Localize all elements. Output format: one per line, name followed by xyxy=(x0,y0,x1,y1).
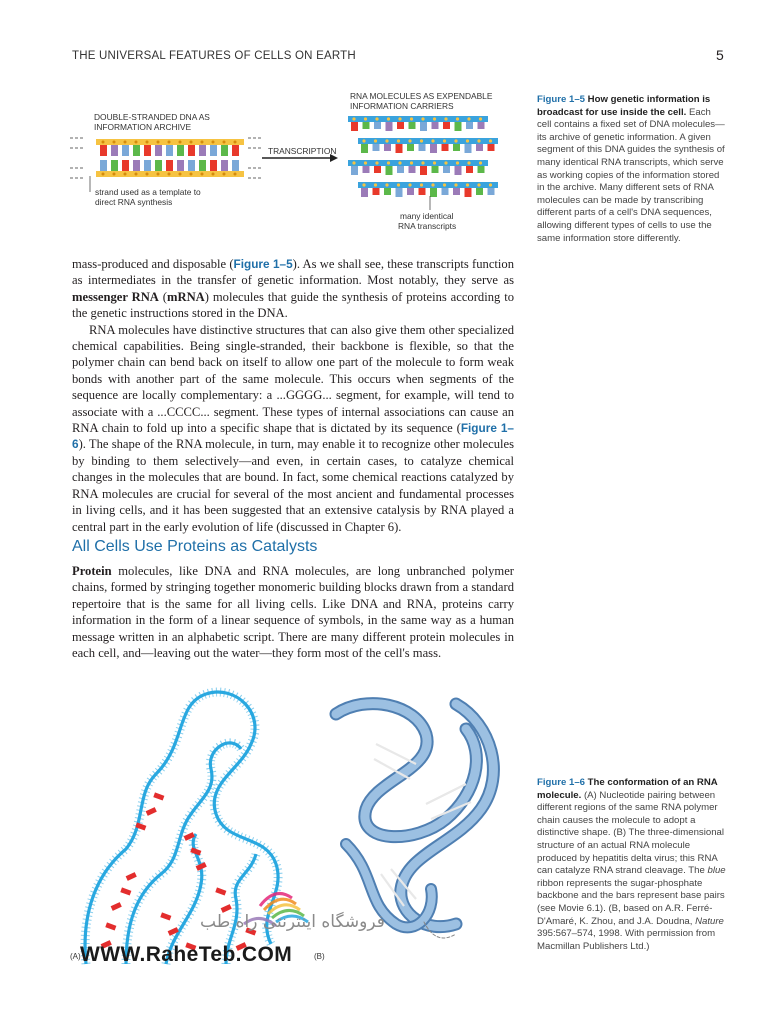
running-head: THE UNIVERSAL FEATURES OF CELLS ON EARTH xyxy=(72,50,356,62)
transcripts-label-2: RNA transcripts xyxy=(398,221,457,231)
text-run: molecules, like DNA and RNA molecules, are long unbranched polymer chains, formed by stringing together monomeric building blocks drawn from a standard repertoire that is the same for all living cells. Like DNA and RNA, proteins carry information in the form of a linear sequence of symbols, in the same way as a human message written in an alphabetic script. There are many different protein molecules in each cell, and—leaving out the water—they form most of the cell's mass. xyxy=(72,564,514,661)
figure-1-5-diagram xyxy=(68,86,528,246)
watermark-persian-text: فروشگاه اینترنتی راه طب xyxy=(200,912,385,932)
transcription-label: TRANSCRIPTION xyxy=(268,146,337,156)
body-text-1 xyxy=(72,256,514,535)
watermark-site: WWW.RaheTeb.COM xyxy=(80,943,293,966)
caption-body: ribbon represents the sugar-phosphate backbone and the bars represent base pairs (see Movie 6.1). (B, based on A.R. Ferré-D'Amaré, K. Zhou, and J.A. Doudna, xyxy=(537,877,725,927)
term-protein: Protein xyxy=(72,564,112,578)
caption-title: The conformation of an RNA molecule. xyxy=(537,777,718,801)
caption-body: Each cell contains a fixed set of DNA molecules—its archive of genetic information. A given segment of this DNA guides the synthesis of many identical RNA transcripts, which serve as working copies of the information stored in the archive. Many different sets of RNA molecules can be made by transcribing different parts of a cell's DNA sequences, allowing different types of cells to use the same information store differently. xyxy=(537,106,725,244)
text-run: ( xyxy=(158,289,167,304)
caption-journal: Nature xyxy=(695,915,724,927)
panel-b-label: (B) xyxy=(314,952,325,961)
caption-title: How genetic information is broadcast for use inside the cell. xyxy=(537,94,711,118)
text-run: ). The shape of the RNA molecule, in turn, may enable it to recognize other molecules by binding to them selectively—and even, in certain cases, to catalyze chemical changes in the molecules that are bound. In fact, some chemical reactions catalyzed by RNA molecules are crucial for several of the most ancient and fundamental processes in living cells, and it has been suggested that an extensive catalysis by RNA played a central part in the early evolution of life (discussed in Chapter 6). xyxy=(72,437,514,534)
rna-label-2: INFORMATION CARRIERS xyxy=(350,101,454,111)
term-messenger-rna: messenger RNA xyxy=(72,289,159,304)
term-mrna: mRNA xyxy=(167,289,205,304)
text-run: ) molecules that guide the synthesis of proteins according to the genetic instructions stored in the DNA. xyxy=(72,289,514,321)
caption-italic: blue xyxy=(707,865,726,877)
dna-label-1: DOUBLE-STRANDED DNA AS xyxy=(94,112,210,122)
text-run: ). As we shall see, these transcripts function as intermediates in the transfer of genetic information. Most notably, they serve as xyxy=(72,257,515,288)
page-number: 5 xyxy=(716,47,724,63)
section-heading: All Cells Use Proteins as Catalysts xyxy=(72,538,318,555)
text-run: RNA molecules have distinctive structures that can also give them other specialized chemical capabilities. Being single-stranded, their backbone is flexible, so that the polymer chain can bend back on itself to allow one part of the molecule to form weak bonds with another part of the same molecule. This occurs when segments of the sequence are locally complementary: a ...GGGG... segment, for example, will tend to associate with a ...CCCC... segment. These types of internal associations can cause an RNA chain to fold up into a specific shape that is dictated by its sequence ( xyxy=(72,322,514,436)
rna-transcripts xyxy=(348,116,498,197)
body-text-2 xyxy=(72,563,514,661)
transcripts-label-1: many identical xyxy=(400,211,454,221)
caption-label: Figure 1–6 xyxy=(537,777,585,788)
caption-label: Figure 1–5 xyxy=(537,94,585,105)
figure-1-5-link[interactable]: Figure 1–5 xyxy=(233,257,293,271)
template-label-2: direct RNA synthesis xyxy=(95,197,173,207)
figure-1-5-caption xyxy=(537,94,727,245)
caption-body: (A) Nucleotide pairing between different regions of the same RNA polymer chain causes the molecule to adopt a distinctive shape. (B) The three-dimensional structure of an actual RNA molecule produced by hepatitis delta virus; this RNA can catalyze RNA strand cleavage. The xyxy=(537,789,724,877)
figure-1-6-link[interactable]: Figure 1–6 xyxy=(72,421,514,452)
rna-label-1: RNA MOLECULES AS EXPENDABLE xyxy=(350,91,493,101)
template-label-1: strand used as a template to xyxy=(95,187,201,197)
dna-double-strand xyxy=(70,138,262,178)
figure-1-6-caption xyxy=(537,777,727,953)
panel-a-label: (A) xyxy=(70,952,81,961)
dna-label-2: INFORMATION ARCHIVE xyxy=(94,122,192,132)
text-run: mass-produced and disposable ( xyxy=(72,257,234,271)
caption-body: 395:567–574, 1998. With permission from Macmillan Publishers Ltd.) xyxy=(537,928,716,952)
